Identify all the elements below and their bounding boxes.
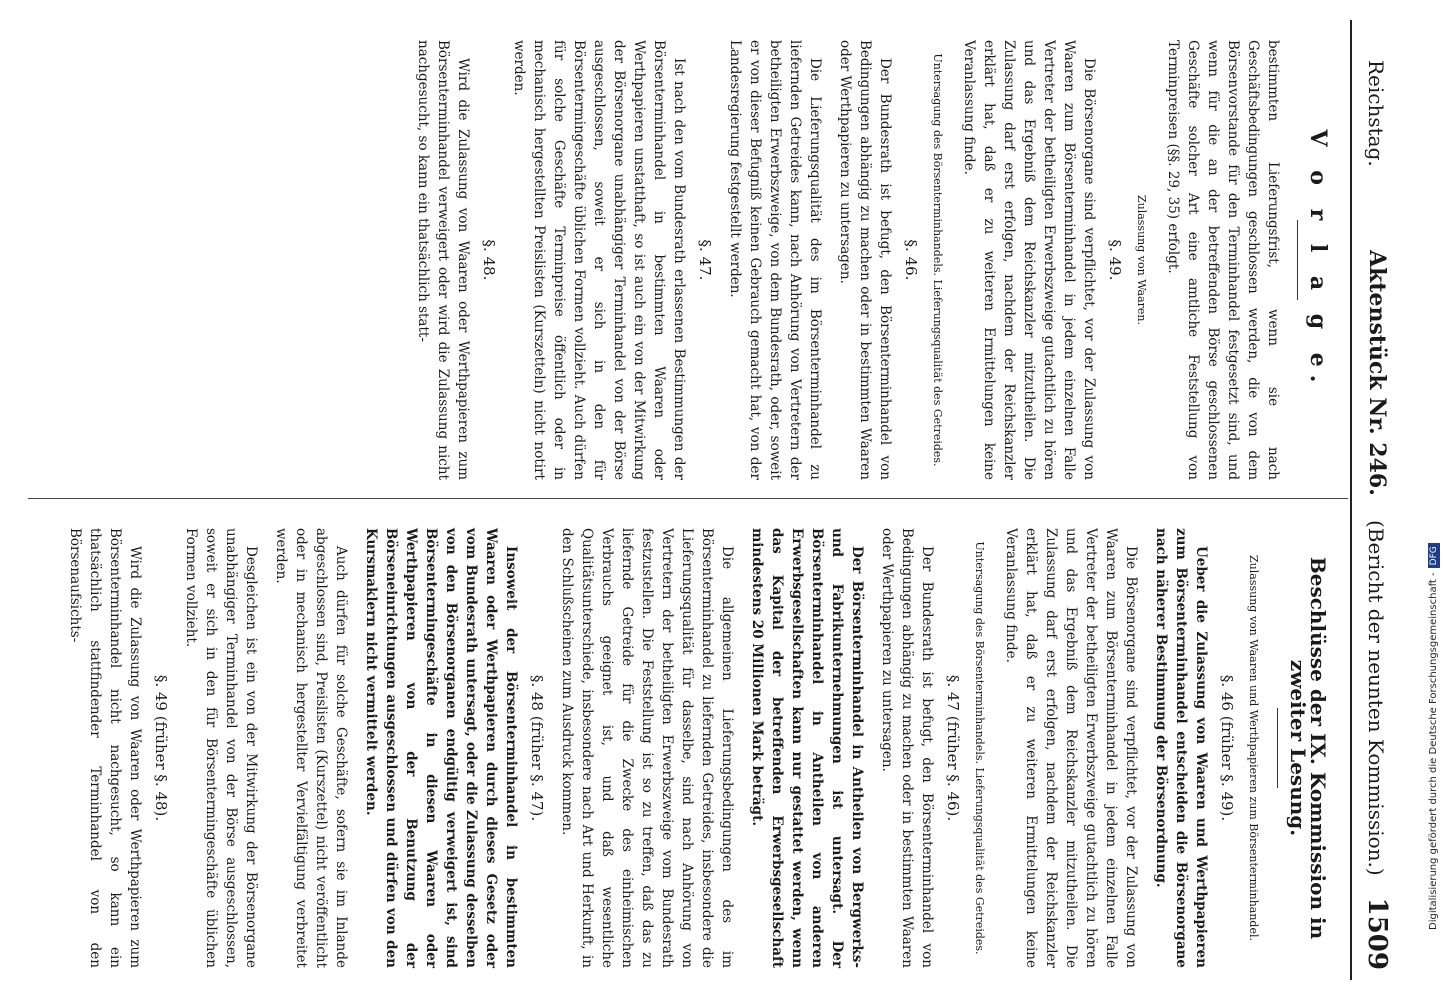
dfg-logo: DFG (1428, 543, 1440, 568)
paragraph-number: §. 47 (früher §. 46). (944, 674, 962, 822)
paragraph-text: Wird die Zulassung von Waaren oder Werthpapieren zum Börsenterminhandel nicht nachgesucht, so kann ein thatsächlich stattfindender Terminhandel von den Börsenaufsichts- (67, 528, 143, 968)
paragraph-text: Die allgemeinen Lieferungsbedingungen des im Börsenterminhandel zu liefernden Getreides, insbesondere die Lieferungsqualität für dasselbe, sind nach Anhörung von Vertretern der betheiligten Erwerbszweige vom Bundesrath festzustellen. Die Feststellung ist so zu treffen, daß das zu liefernde Getreide für die Zwecke des einheimischen Verbrauchs geeignet ist, und daß wesentliche Qualitätsunterschiede, insbesondere nach Art und Herkunft, in den Schlußscheinen zum Ausdruck kommen. (559, 528, 735, 968)
intro-paragraph: bestimmten Lieferungsfrist, wenn sie nach Geschäftsbedingungen geschlossen werden, die von dem Börsenvorstande für den Terminhandel festgesetzt sind, und wenn für die an der betreffenden Börse geschlossenen Geschäfte solcher Art eine amtliche Feststellung von Terminpreisen (§§. 29, 35) erfolgt. (1165, 40, 1281, 480)
paragraph-number: §. 49 (früher §. 48). (152, 674, 170, 822)
section-heading: Untersagung des Börsenterminhandels. Lieferungsqualität des Getreides. (931, 53, 944, 467)
right-column-title: Beschlüsse der IX. Kommission in zweiter Lesung. (1286, 556, 1330, 940)
digitization-note (1412, 50, 1439, 950)
paragraph-text-bold: Ueber die Zulassung von Waaren und Werthpapieren zum Börsenterminhandel entscheiden die Börsenorgane nach näherer Bestimmung der Börsenordnung. (1153, 528, 1209, 968)
digitization-credit: Digitalisierung gefördert durch die Deutsche Forschungsgemeinschaft - (1428, 572, 1439, 930)
title-divider (1277, 708, 1278, 788)
header-report-title: (Bericht der neunten Kommission.) (1364, 520, 1388, 876)
paragraph-text: Die Börsenorgane sind verpflichtet, vor der Zulassung von Waaren zum Börsenterminhandel in jedem einzelnen Falle Vertreter der betheiligten Erwerbszweige gutachtlich zu hören und das Ergebniß dem Reichskanzler mitzutheilen. Die Zulassung darf erst erfolgen, nachdem der Reichskanzler erklärt hat, daß er zu weiteren Ermittelungen keine Veranlassung finde. (1003, 528, 1139, 968)
section-heading: Zulassung von Waaren. (1135, 194, 1148, 326)
header-left: Reichstag. (1364, 60, 1388, 167)
paragraph-text: Der Bundesrath ist befugt, den Börsenterminhandel von Bedingungen abhängig zu machen oder in bestimmten Waaren oder Werthpapieren zu untersagen. (837, 40, 893, 480)
left-column (403, 40, 1340, 480)
paragraph-text: Die Börsenorgane sind verpflichtet, vor der Zulassung von Waaren zum Börsenterminhandel in jedem einzelnen Falle Vertreter der betheiligten Erwerbszweige gutachtlich zu hören und das Ergebniß dem Reichskanzler mitzutheilen. Die Zulassung darf erst erfolgen, nachdem der Reichskanzler erklärt hat, daß er zu weiteren Ermittelungen keine Veranlassung finde. (961, 40, 1097, 480)
paragraph-text-bold: Insoweit der Börsenterminhandel in bestimmten Waaren oder Werthpapieren durch dieses Gesetz oder vom Bundesrath untersagt, oder die Zulassung desselben von den Börsenorganen endgültig verweigert ist, sind Börsentermingeschäfte in diesen Waaren oder Werthpapieren von der Benutzung der Börseneinrichtungen ausgeschlossen und dürfen von den Kursmaklern nicht vermittelt werden. (363, 528, 519, 968)
column-divider (28, 498, 1348, 499)
paragraph-text: Die Lieferungsqualität des im Börsenterminhandel zu liefernden Getreides kann, nach Anhörung von Vertretern der betheiligten Erwerbszweige, von dem Bundesrath, oder, soweit er von dieser Befugniß keinen Gebrauch gemacht hat, von der Landesregierung festgestellt werden. (727, 40, 823, 480)
header-document-number: Aktenstück Nr. 246. (1364, 250, 1390, 496)
paragraph-text: Wird die Zulassung von Waaren oder Werthpapieren zum Börsenterminhandel verweigert oder wird die Zulassung nicht nachgesucht, so kann ein thatsächlich statt- (415, 40, 471, 480)
header-rule (1350, 20, 1352, 980)
paragraph-number: §. 47. (696, 239, 714, 281)
paragraph-text: Auch dürfen für solche Geschäfte, sofern sie im Inlande abgeschlossen sind, Preislisten (Kurszettel) nicht veröffentlicht oder in mechanisch hergestellter Vervielfältigung verbreitet werden. (273, 528, 349, 968)
paragraph-number: §. 48. (480, 239, 498, 281)
right-column (55, 528, 1340, 968)
paragraph-text: Der Bundesrath ist befugt, den Börsenterminhandel von Bedingungen abhängig zu machen oder in bestimmten Waaren oder Werthpapieren zu untersagen. (879, 528, 935, 968)
paragraph-number: §. 48 (früher §. 47). (528, 674, 546, 822)
page-header (1354, 0, 1400, 1000)
paragraph-text: Ist nach den vom Bundesrath erlassenen Bestimmungen der Börsenterminhandel in bestimmten Waaren oder Werthpapieren unstatthaft, so ist auch ein von der Mitwirkung der Börsenorgane unabhängiger Terminhandel von der Börse ausgeschlossen, soweit er sich in den für Börsentermingeschäfte üblichen Formen vollzieht. Auch dürfen für solche Geschäfte Terminpreise öffentlich oder in mechanisch hergestellten Preislisten (Kurszetteln) nicht notirt werden. (511, 40, 687, 480)
section-heading: Zulassung von Waaren und Werthpapieren zum Börsenterminhandel. (1247, 555, 1260, 941)
paragraph-number: §. 46. (902, 239, 920, 281)
section-heading: Untersagung des Börsenterminhandels. Lieferungsqualität des Getreides. (973, 541, 986, 955)
page-number: 1509 (1362, 897, 1392, 970)
left-column-title: V o r l a g e. (1305, 129, 1331, 391)
paragraph-text: Desgleichen ist ein von der Mitwirkung der Börsenorgane unabhängiger Terminhandel von der Börse ausgeschlossen, soweit er sich in den für Börsentermingeschäfte üblichen Formen vollzieht. (183, 528, 259, 968)
paragraph-text-bold: Der Börsenterminhandel in Antheilen von Bergwerks- und Fabrikunternehmungen ist untersagt. Der Börsenterminhandel in Antheilen von anderen Erwerbsgesellschaften kann nur gestattet werden, wenn das Kapital der betreffenden Erwerbsgesellschaft mindestens 20 Millionen Mark beträgt. (749, 528, 865, 968)
paragraph-number: §. 49. (1106, 239, 1124, 281)
title-divider (1297, 220, 1298, 300)
paragraph-number: §. 46 (früher §. 49). (1218, 674, 1236, 822)
